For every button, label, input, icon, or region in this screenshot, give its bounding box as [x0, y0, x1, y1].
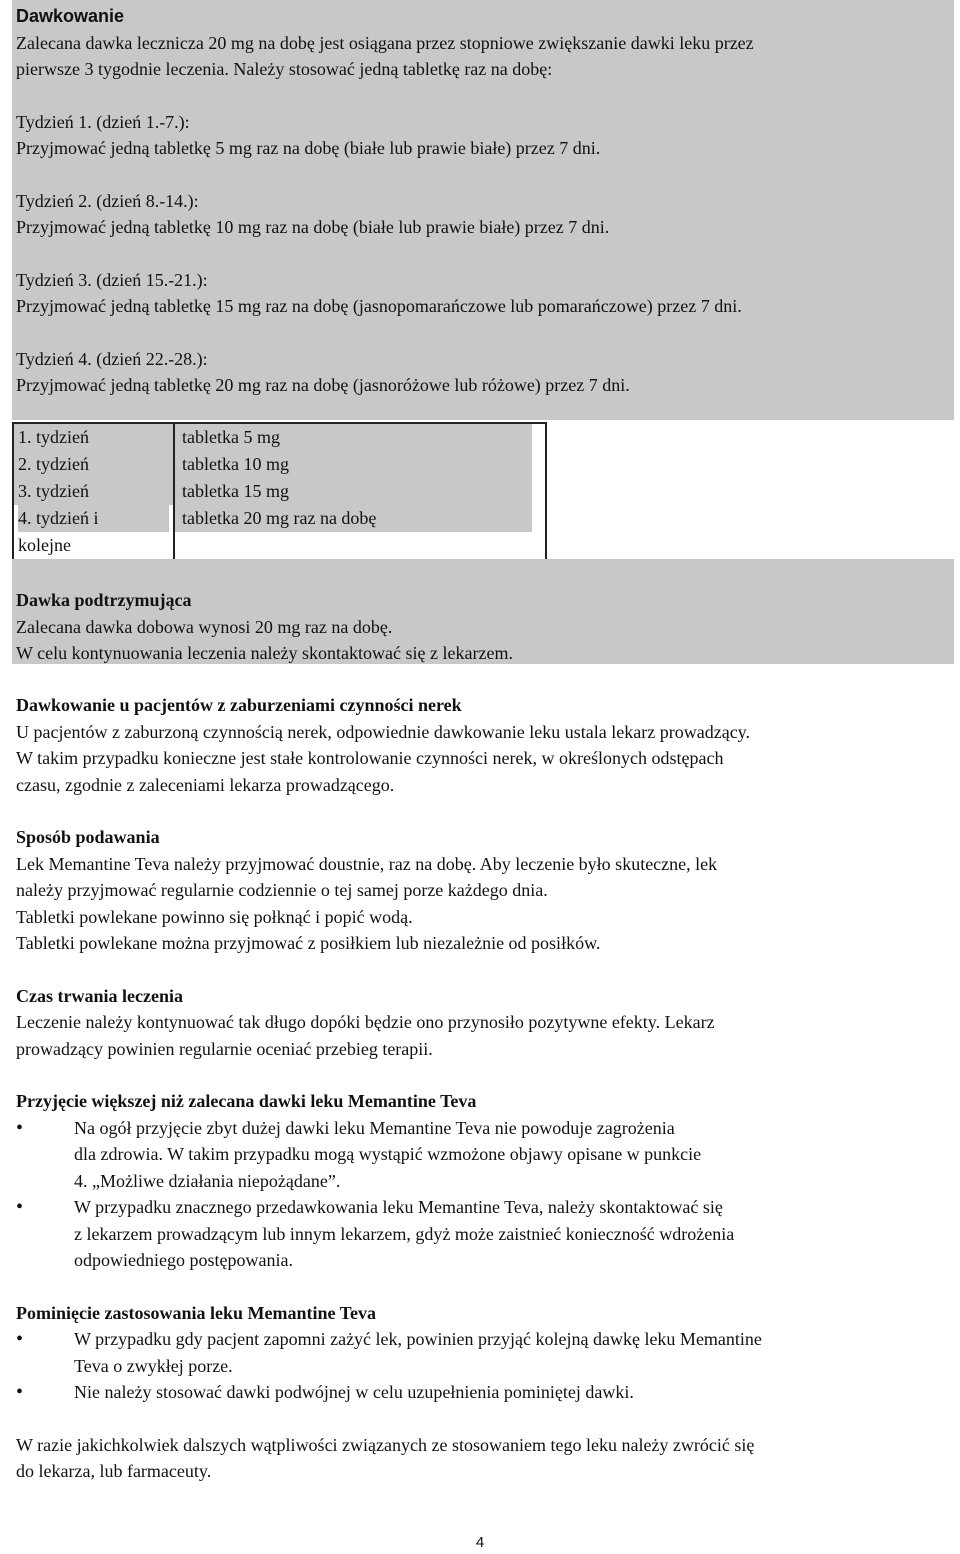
bullet-icon: • — [16, 1196, 24, 1218]
administration-line-1: Lek Memantine Teva należy przyjmować doustnie, raz na dobę. Aby leczenie było skuteczne, lek — [16, 853, 718, 874]
overdose-bullet-1-line-2: dla zdrowia. W takim przypadku mogą wystąpić wzmożone objawy opisane w punkcie — [74, 1144, 702, 1164]
renal-line-2: W takim przypadku konieczne jest stałe kontrolowanie czynności nerek, w określonych odstępach — [16, 748, 724, 768]
maintenance-line-1: Zalecana dawka dobowa wynosi 20 mg raz na dobę. — [16, 616, 393, 637]
schedule-week-cell: 3. tydzień — [13, 478, 174, 505]
table-row — [13, 478, 546, 505]
list-item — [16, 1194, 951, 1274]
list-item — [16, 1326, 951, 1379]
schedule-week-cell — [13, 505, 174, 560]
renal-section — [16, 692, 951, 1485]
week-2-text: Przyjmować jedną tabletkę 10 mg raz na dobę (białe lub prawie białe) przez 7 dni. — [16, 217, 610, 237]
bullet-icon: • — [16, 1116, 24, 1139]
schedule-dose-cell — [174, 478, 546, 505]
duration-heading: Czas trwania leczenia — [16, 985, 183, 1006]
administration-line-3: Tabletki powlekane powinno się połknąć i popić wodą. — [16, 906, 413, 927]
renal-heading: Dawkowanie u pacjentów z zaburzeniami czynności nerek — [16, 695, 462, 715]
week-3-title: Tydzień 3. (dzień 15.-21.): — [16, 269, 208, 290]
schedule-dose-cell — [174, 505, 546, 560]
administration-line-4: Tabletki powlekane można przyjmować z posiłkiem lub niezależnie od posiłków. — [16, 933, 601, 953]
schedule-dose-text: tabletka 20 mg raz na dobę — [175, 505, 532, 532]
week-4-title: Tydzień 4. (dzień 22.-28.): — [16, 348, 208, 369]
schedule-dose-cell — [174, 423, 546, 451]
renal-line-3: czasu, zgodnie z zaleceniami lekarza prowadzącego. — [16, 774, 395, 795]
renal-line-1: U pacjentów z zaburzoną czynnością nerek, odpowiednie dawkowanie leku ustala lekarz prowadzący. — [16, 721, 751, 742]
maintenance-section — [16, 587, 951, 667]
closing-line-2: do lekarza, lub farmaceuty. — [16, 1461, 212, 1481]
schedule-dose-text: tabletka 10 mg — [175, 451, 532, 478]
overdose-list — [16, 1115, 951, 1274]
week-1-title: Tydzień 1. (dzień 1.-7.): — [16, 111, 190, 132]
schedule-week-cell: 1. tydzień — [13, 423, 174, 451]
duration-line-2: prowadzący powinien regularnie oceniać przebieg terapii. — [16, 1038, 433, 1059]
week-1-text: Przyjmować jedną tabletkę 5 mg raz na dobę (białe lub prawie białe) przez 7 dni. — [16, 138, 601, 158]
overdose-bullet-2-line-3: odpowiedniego postępowania. — [74, 1250, 293, 1270]
table-row — [13, 423, 546, 451]
maintenance-line-2: W celu kontynuowania leczenia należy skontaktować się z lekarzem. — [16, 643, 513, 663]
page-number: 4 — [475, 1534, 485, 1551]
missed-heading: Pominięcie zastosowania leku Memantine Teva — [16, 1302, 376, 1323]
administration-line-2: należy przyjmować regularnie codziennie o tej samej porze każdego dnia. — [16, 880, 548, 900]
maintenance-heading: Dawka podtrzymująca — [16, 590, 192, 610]
dosing-intro-line-1: Zalecana dawka lecznicza 20 mg na dobę jest osiągana przez stopniowe zwiększanie dawki leku przez — [16, 32, 754, 53]
duration-line-1: Leczenie należy kontynuować tak długo dopóki będzie ono przynosiło pozytywne efekty. Lekarz — [16, 1012, 715, 1032]
bullet-icon: • — [16, 1328, 24, 1350]
schedule-dose-text: tabletka 5 mg — [175, 424, 532, 451]
missed-bullet-1-line-2: Teva o zwykłej porze. — [74, 1355, 233, 1376]
bullet-icon: • — [16, 1381, 24, 1403]
missed-bullet-2-line-1: Nie należy stosować dawki podwójnej w celu uzupełnienia pominiętej dawki. — [74, 1382, 634, 1402]
table-row — [13, 451, 546, 478]
overdose-bullet-1-line-3: 4. „Możliwe działania niepożądane”. — [74, 1170, 341, 1191]
overdose-bullet-1-line-1: Na ogół przyjęcie zbyt dużej dawki leku Memantine Teva nie powoduje zagrożenia — [74, 1117, 675, 1138]
overdose-heading: Przyjęcie większej niż zalecana dawki leku Memantine Teva — [16, 1091, 477, 1111]
missed-bullet-1-line-1: W przypadku gdy pacjent zapomni zażyć lek, powinien przyjąć kolejną dawkę leku Memantine — [74, 1329, 762, 1349]
dosing-intro-line-2: pierwsze 3 tygodnie leczenia. Należy stosować jedną tabletkę raz na dobę: — [16, 59, 553, 79]
administration-heading: Sposób podawania — [16, 827, 160, 847]
schedule-dose-cell — [174, 451, 546, 478]
week-3-text: Przyjmować jedną tabletkę 15 mg raz na dobę (jasnopomarańczowe lub pomarańczowe) przez 7 dni. — [16, 296, 742, 316]
closing-line-1: W razie jakichkolwiek dalszych wątpliwości związanych ze stosowaniem tego leku należy zwrócić się — [16, 1434, 755, 1455]
schedule-week-text-2: kolejne — [18, 535, 71, 555]
table-row — [13, 505, 546, 560]
list-item — [16, 1379, 951, 1406]
schedule-week-text: 4. tydzień i — [18, 505, 169, 532]
overdose-bullet-2-line-1: W przypadku znacznego przedawkowania leku Memantine Teva, należy skontaktować się — [74, 1197, 723, 1217]
dosing-heading: Dawkowanie — [16, 6, 125, 26]
list-item — [16, 1115, 951, 1195]
schedule-dose-text: tabletka 15 mg — [175, 478, 532, 505]
schedule-table — [12, 422, 547, 561]
overdose-bullet-2-line-2: z lekarzem prowadzącym lub innym lekarzem, gdyż może zaistnieć konieczność wdrożenia — [74, 1223, 735, 1244]
dosing-section — [16, 3, 951, 399]
missed-list — [16, 1326, 951, 1406]
week-2-title: Tydzień 2. (dzień 8.-14.): — [16, 190, 199, 211]
week-4-text: Przyjmować jedną tabletkę 20 mg raz na dobę (jasnoróżowe lub różowe) przez 7 dni. — [16, 375, 630, 395]
schedule-week-cell: 2. tydzień — [13, 451, 174, 478]
